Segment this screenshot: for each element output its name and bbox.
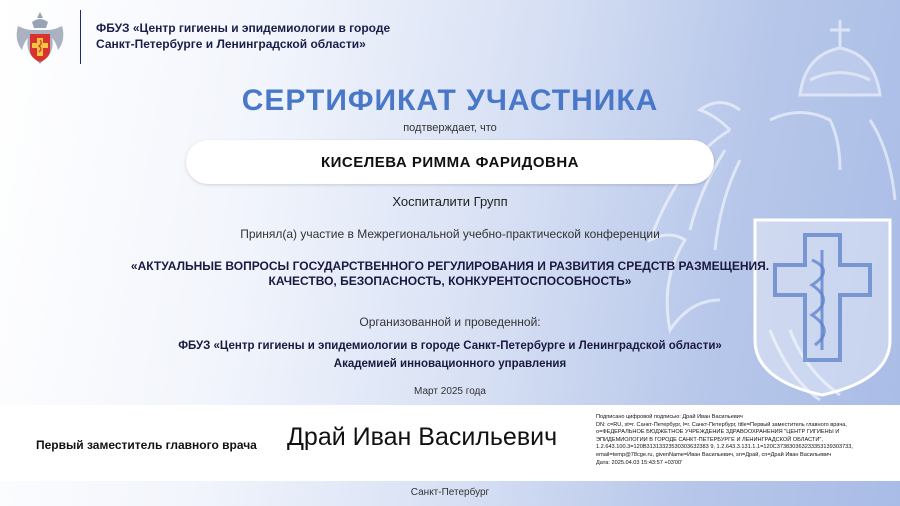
participation-text: Принял(а) участие в Межрегиональной учебно-практической конференции (240, 227, 660, 241)
conference-topic (100, 259, 800, 289)
digital-signature-details (596, 414, 892, 467)
signature-detail-line: o=ФЕДЕРАЛЬНОЕ БЮДЖЕТНОЕ УЧРЕЖДЕНИЕ ЗДРАВООХРАНЕНИЯ "ЦЕНТР ГИГИЕНЫ И (596, 429, 840, 436)
signature-detail-line: email=temp@78cge.ru, givenName=Иван Васильевич, sn=Драй, cn=Драй Иван Васильевич (596, 451, 832, 458)
participant-name: КИСЕЛЕВА РИММА ФАРИДОВНА (186, 140, 714, 184)
organizer-secondary: Академией инновационного управления (333, 358, 567, 370)
signature-detail-line: Дата: 2025.04.03 15:43:57 +03'00' (596, 459, 683, 466)
conference-topic-line-2: КАЧЕСТВО, БЕЗОПАСНОСТЬ, КОНКУРЕНТОСПОСОБНОСТЬ» (268, 274, 632, 288)
rospotrebnadzor-eagle-logo-icon (12, 8, 68, 70)
signer-position: Первый заместитель главного врача (36, 438, 257, 452)
participant-company: Хоспиталити Групп (392, 194, 508, 209)
certificate-title: СЕРТИФИКАТ УЧАСТНИКА (241, 84, 659, 117)
signature-detail-line: ЭПИДЕМИОЛОГИИ В ГОРОДЕ САНКТ-ПЕТЕРБУРГЕ И ЛЕНИНГРАДСКОЙ ОБЛАСТИ", (596, 436, 823, 443)
signature-band (0, 405, 900, 481)
signature-detail-line: 1.2.643.100.3=120В31313323530303632383 9, 1.2.643.3.131.1.1=120C373830363233353139303733, (596, 444, 853, 451)
organizer-primary: ФБУЗ «Центр гигиены и эпидемиологии в городе Санкт-Петербурге и Ленинградской области» (178, 340, 722, 352)
organization-name-line-2: Санкт-Петербурге и Ленинградской области» (96, 37, 366, 51)
signer-name: Драй Иван Васильевич (287, 423, 558, 451)
organized-by-label: Организованной и проведенной: (359, 315, 541, 329)
header-divider (80, 10, 81, 64)
city-footer: Санкт-Петербург (410, 487, 490, 498)
signature-detail-line: DN: c=RU, st=г. Санкт-Петербург, l=г. Санкт-Петербург, title=Первый заместитель главного врача, (596, 421, 847, 428)
signature-detail-line: Подписано цифровой подписью: Драй Иван Васильевич (596, 414, 743, 420)
organization-name (96, 20, 396, 52)
certificate-date: Март 2025 года (414, 386, 486, 397)
confirms-text: подтверждает, что (403, 122, 497, 134)
conference-topic-line-1: «АКТУАЛЬНЫЕ ВОПРОСЫ ГОСУДАРСТВЕННОГО РЕГУЛИРОВАНИЯ И РАЗВИТИЯ СРЕДСТВ РАЗМЕЩЕНИЯ. (130, 259, 770, 273)
organization-name-line-1: ФБУЗ «Центр гигиены и эпидемиологии в городе (96, 21, 391, 35)
